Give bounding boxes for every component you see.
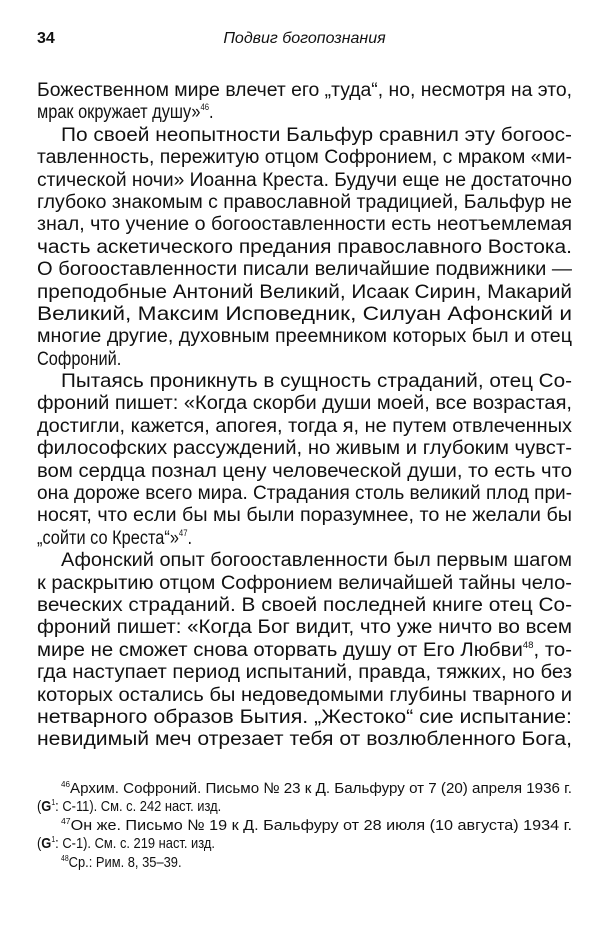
footnote-text xyxy=(37,798,221,816)
footnote-text xyxy=(37,835,215,853)
text-line xyxy=(37,685,572,707)
footnote-content: Он же. Письмо № 19 к Д. Бальфуру от 28 июля (10 августа) 1934 г. xyxy=(70,816,573,834)
line-content: глубоко знакомым с православной традицией, Бальфур не xyxy=(37,191,572,213)
line-content: Божественном мире влечет его „туда“, но, несмотря на это, xyxy=(37,80,572,101)
line-text xyxy=(37,505,572,527)
footnotes xyxy=(37,780,572,872)
line-tail: . xyxy=(187,527,193,549)
line-text xyxy=(37,461,572,483)
line-text xyxy=(61,125,572,147)
line-content: невидимый меч отрезает тебя от возлюбленного Бога, xyxy=(37,729,572,751)
line-text xyxy=(37,393,572,415)
line-text xyxy=(37,170,572,192)
line-text xyxy=(37,438,572,460)
line-content: нетварного образов Бытия. „Жестоко“ сие испытание: xyxy=(37,706,572,728)
text-line xyxy=(37,595,572,617)
line-text xyxy=(37,214,572,236)
text-line xyxy=(37,550,572,572)
line-text xyxy=(37,483,572,505)
line-text xyxy=(37,80,572,102)
line-text xyxy=(37,617,572,639)
line-content: Софроний. xyxy=(37,348,122,370)
source-code-index: 1 xyxy=(51,835,56,845)
line-content: к раскрытию отцом Софронием величайшей тайны чело- xyxy=(37,572,572,594)
line-text xyxy=(37,349,121,371)
line-tail: , то- xyxy=(533,639,572,661)
text-line xyxy=(37,192,572,214)
source-code: G xyxy=(41,798,52,816)
line-text xyxy=(61,371,572,393)
line-text xyxy=(37,685,572,707)
text-line xyxy=(37,393,572,415)
footnote-line xyxy=(37,780,572,798)
body-text xyxy=(37,80,572,752)
line-text xyxy=(37,640,572,662)
line-text xyxy=(37,282,572,304)
line-text xyxy=(37,326,572,348)
text-line xyxy=(37,259,572,281)
text-line xyxy=(37,707,572,729)
text-line xyxy=(37,102,572,124)
text-line xyxy=(37,80,572,102)
line-content: носят, что если бы мы были поразумнее, то не желали бы xyxy=(37,505,572,527)
text-line xyxy=(37,170,572,192)
line-content: Пытаясь проникнуть в сущность страданий, отец Со- xyxy=(61,371,572,393)
text-line xyxy=(37,326,572,348)
line-text xyxy=(61,550,572,572)
text-line xyxy=(37,237,572,259)
line-content: которых остались бы недоведомыми глубины тварного и xyxy=(37,684,572,706)
text-line xyxy=(37,729,572,751)
footnote-line xyxy=(37,817,572,835)
running-header xyxy=(37,30,572,52)
text-line xyxy=(37,416,572,438)
line-content: гда наступает период испытаний, правда, тяжких, но без xyxy=(37,662,572,684)
text-line xyxy=(37,640,572,662)
footnote-ref: 48 xyxy=(522,639,534,650)
text-line xyxy=(37,662,572,684)
text-line xyxy=(37,349,572,371)
footnote-text xyxy=(61,817,572,835)
text-line xyxy=(37,438,572,460)
text-line xyxy=(37,461,572,483)
text-line xyxy=(37,125,572,147)
line-content: веческих страданий. В своей последней книге отец Со- xyxy=(37,594,572,616)
line-content: знал, что учение о богооставленности есть неотъемлемая xyxy=(37,214,572,236)
page-number: 34 xyxy=(37,30,55,47)
footnote-line xyxy=(37,835,572,853)
footnote-number: 48 xyxy=(61,853,69,863)
text-line xyxy=(37,304,572,326)
line-text xyxy=(37,416,572,438)
line-content: фроний пишет: «Когда скорби души моей, все возрастая, xyxy=(37,393,572,415)
line-content: По своей неопытности Бальфур сравнил эту богоос- xyxy=(61,124,572,146)
text-line xyxy=(37,147,572,169)
line-content: вом сердца познал цену человеческой души, то есть что xyxy=(37,460,572,482)
text-line xyxy=(37,214,572,236)
footnote-number: 46 xyxy=(61,780,70,789)
line-content: „сойти со Креста“» xyxy=(37,527,179,549)
line-text xyxy=(37,573,572,595)
line-content: О богооставленности писали величайшие подвижники — xyxy=(37,259,572,281)
line-content: тавленность, пережитую отцом Софронием, с мраком «ми- xyxy=(37,147,572,169)
line-content: мрак окружает душу» xyxy=(37,102,201,124)
line-text xyxy=(37,595,572,617)
line-text xyxy=(37,729,572,751)
line-text xyxy=(37,102,214,124)
source-code-index: 1 xyxy=(51,798,56,808)
line-text xyxy=(37,147,572,169)
line-content: преподобные Антоний Великий, Исаак Сирин, Макарий xyxy=(37,281,572,303)
line-text xyxy=(37,662,572,684)
text-line xyxy=(37,483,572,505)
line-text xyxy=(37,528,192,550)
line-text xyxy=(37,192,572,214)
line-text xyxy=(37,304,572,326)
footnote-number: 47 xyxy=(61,816,71,826)
paren: ( xyxy=(37,798,42,816)
footnote-content: Архим. Софроний. Письмо № 23 к Д. Бальфуру от 7 (20) апреля 1936 г. xyxy=(69,780,572,797)
running-title: Подвиг богопознания xyxy=(223,30,386,47)
line-content: фроний пишет: «Когда Бог видит, что уже ничто во всем xyxy=(37,617,572,639)
line-tail: . xyxy=(209,102,214,124)
line-text xyxy=(37,259,572,281)
text-line xyxy=(37,371,572,393)
line-content: философских рассуждений, но живым и глубоким чувст- xyxy=(37,438,572,460)
paren: ( xyxy=(37,835,42,853)
line-content: она дороже всего мира. Страдания столь великий плод при- xyxy=(37,483,572,505)
line-content: Афонский опыт богооставленности был первым шагом xyxy=(61,550,572,572)
footnote-text xyxy=(61,854,182,872)
footnote-ref: 46 xyxy=(200,102,210,113)
line-content: многие другие, духовным преемником которых был и отец xyxy=(37,326,572,348)
footnote-content: : C-11). См. с. 242 наст. изд. xyxy=(55,798,222,816)
line-content: мире не сможет снова оторвать душу от Его Любви xyxy=(37,639,523,661)
text-line xyxy=(37,528,572,550)
footnote-text xyxy=(61,780,572,798)
text-line xyxy=(37,282,572,304)
text-line xyxy=(37,617,572,639)
line-content: Великий, Максим Исповедник, Силуан Афонский и xyxy=(37,303,572,325)
footnote-line xyxy=(37,854,572,872)
line-content: достигли, кажется, апогея, тогда я, не путем отвлеченных xyxy=(37,415,572,437)
footnote-content: Ср.: Рим. 8, 35–39. xyxy=(68,853,182,871)
line-content: стической ночи» Иоанна Креста. Будучи еще не достаточно xyxy=(37,169,572,191)
text-line xyxy=(37,573,572,595)
text-line xyxy=(37,505,572,527)
source-code: G xyxy=(41,835,52,853)
line-content: часть аскетического предания православного Востока. xyxy=(37,236,572,258)
footnote-line xyxy=(37,798,572,816)
footnote-content: : C-1). См. с. 219 наст. изд. xyxy=(55,835,216,853)
footnote-ref: 47 xyxy=(178,527,188,538)
line-text xyxy=(37,707,572,729)
line-text xyxy=(37,237,572,259)
